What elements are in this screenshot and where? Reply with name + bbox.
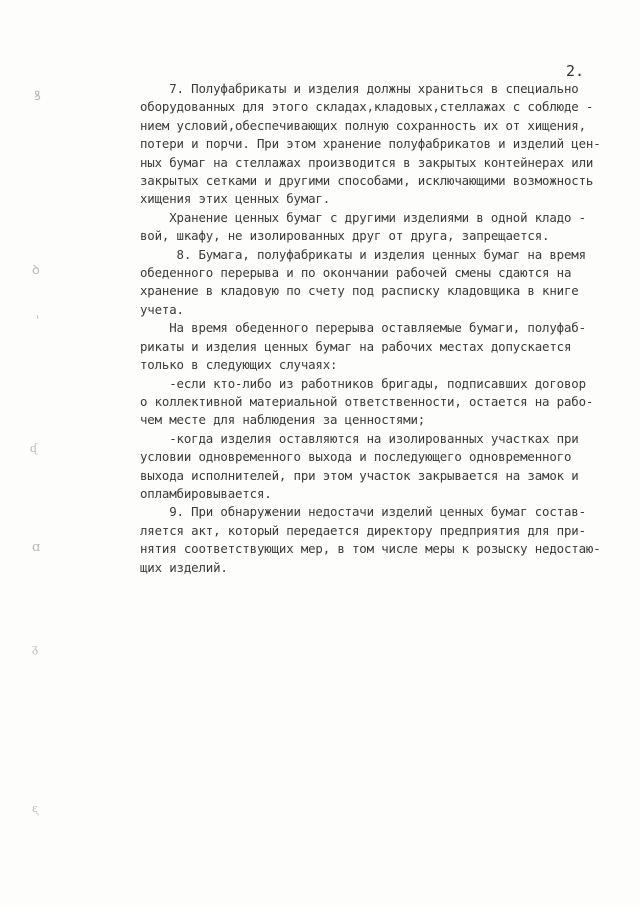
text-line: оборудованных для этого складах,кладовых,стеллажах с соблюде - <box>140 99 594 115</box>
text-line: вой, шкафу, не изолированных друг от друга, запрещается. <box>140 228 550 244</box>
text-line: выхода исполнителей, при этом участок закрывается на замок и <box>140 467 579 483</box>
text-line: Хранение ценных бумаг с другими изделиями в одной кладо - <box>140 209 586 225</box>
text-line: 8. Бумага, полуфабрикаты и изделия ценных бумаг на время <box>140 246 586 262</box>
text-line: только в следующих случаях: <box>140 357 338 373</box>
text-line: хранение в кладовую по счету под расписку кладовщика в книге <box>140 283 579 299</box>
text-line: нием условий,обеспечивающих полную сохранность их от хищения, <box>140 117 586 133</box>
margin-mark: ᶑ <box>30 441 37 456</box>
text-line: обеденного перерыва и по окончании рабочей смены сдаются на <box>140 265 572 281</box>
body-text <box>140 80 610 577</box>
text-line: нятия соответствующих мер, в том числе меры к розыску недостаю- <box>140 541 601 557</box>
text-line: хищения этих ценных бумаг. <box>140 191 331 207</box>
text-line: потери и порчи. При этом хранение полуфабрикатов и изделий цен- <box>140 136 601 152</box>
margin-mark: ᶓ <box>32 801 38 816</box>
text-line: щих изделий. <box>140 559 228 575</box>
text-line: закрытых сетками и другими способами, исключающими возможность <box>140 173 594 189</box>
margin-mark: ꝸ <box>34 89 41 104</box>
text-line: ных бумаг на стеллажах производится в закрытых контейнерах или <box>140 154 594 170</box>
text-line: На время обеденного перерыва оставляемые бумаги, полуфаб- <box>140 320 586 336</box>
text-line: -если кто-либо из работников бригады, подписавших договор <box>140 375 586 391</box>
text-line: условии одновременного выхода и последующего одновременного <box>140 449 572 465</box>
text-line: учета. <box>140 301 184 317</box>
margin-bleed-marks <box>20 80 80 860</box>
page-number: 2. <box>566 62 585 80</box>
text-line: 9. При обнаружении недостачи изделий ценных бумаг состав- <box>140 504 586 520</box>
margin-mark: ᵹ <box>32 641 39 656</box>
margin-mark: ɑ <box>32 540 41 555</box>
text-line: ляется акт, который передается директору предприятия для при- <box>140 522 586 538</box>
text-line: опламбировывается. <box>140 485 272 501</box>
text-line: чем месте для наблюдения за ценностями; <box>140 412 426 428</box>
margin-mark: ꝺ <box>32 263 40 278</box>
text-line: -когда изделия оставляются на изолированных участках при <box>140 430 579 446</box>
text-line: 7. Полуфабрикаты и изделия должны храниться в специально <box>140 81 579 96</box>
text-line: о коллективной материальной ответственности, остается на рабо- <box>140 393 594 409</box>
margin-mark: ᶥ <box>36 312 40 327</box>
text-line: рикаты и изделия ценных бумаг на рабочих местах допускается <box>140 338 572 354</box>
